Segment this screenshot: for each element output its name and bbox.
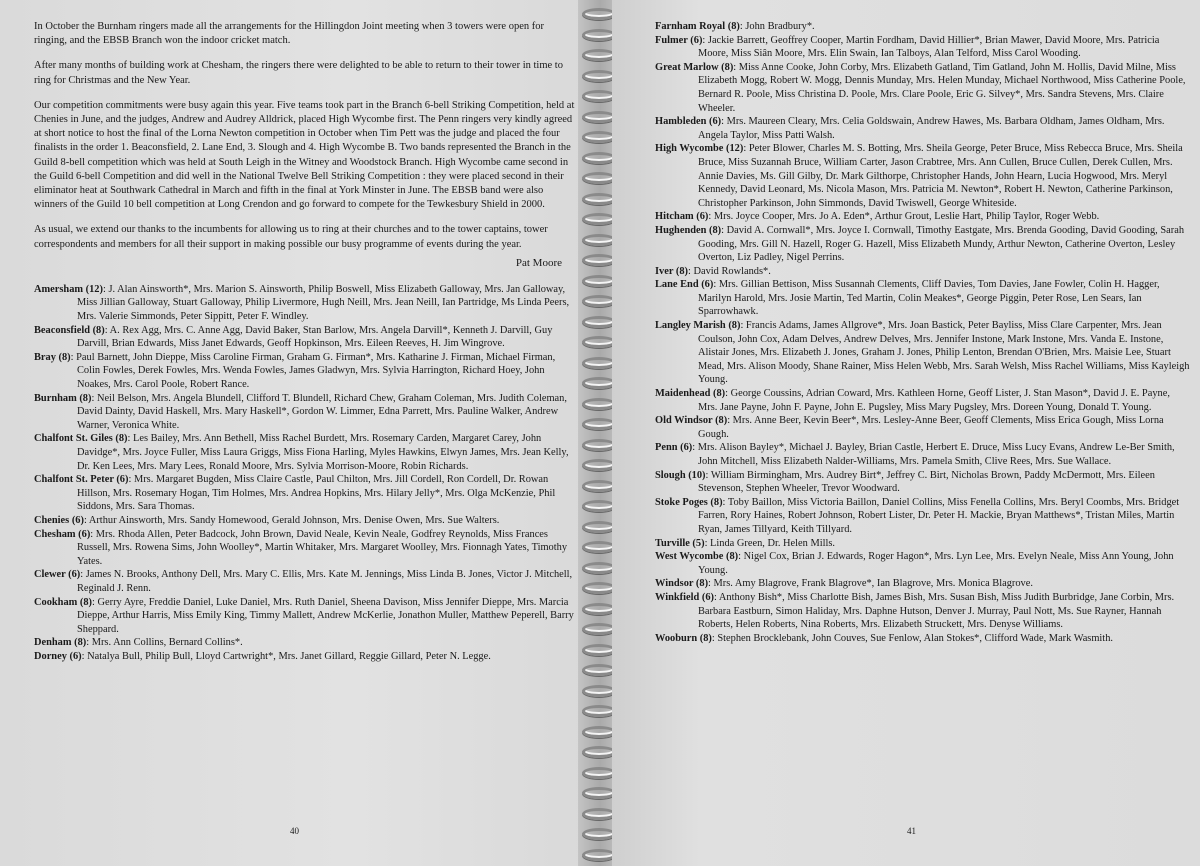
tower-entry: [34, 596, 576, 637]
spiral-coil: [582, 70, 616, 82]
tower-name: Wooburn (8): [655, 632, 712, 644]
spiral-coil: [582, 767, 616, 779]
tower-entry: [655, 469, 1190, 496]
report-paragraph: After many months of building work at Chesham, the ringers there were delighted to be able to return to their tower in time to ring for Christmas and the New Year.: [34, 60, 563, 86]
tower-name: Hitcham (6): [655, 211, 709, 223]
tower-name: Winkfield (6): [655, 591, 714, 603]
spiral-coil: [582, 336, 616, 348]
member-names: : Arthur Ainsworth, Mrs. Sandy Homewood, Gerald Johnson, Mrs. Denise Owen, Mrs. Sue Walters.: [83, 514, 500, 526]
tower-name: Chesham (6): [34, 528, 91, 540]
member-names: : Paul Barnett, John Dieppe, Miss Caroline Firman, Graham G. Firman*, Mrs. Katharine J. Firman, Michael Firman, Colin Fowles, Derek Fowles, Mrs. Wenda Fowles, James Gladwyn, Mrs. Sylvia Harrington, Richard Hoey, John Noakes, Mrs. Carol Poole, Robert Rance.: [70, 351, 556, 390]
tower-entry: [655, 319, 1190, 387]
member-names: : John Bradbury*.: [739, 21, 815, 32]
tower-entry: [34, 432, 576, 473]
spiral-coil: [582, 439, 616, 451]
member-names: : Mrs. Ann Collins, Bernard Collins*.: [86, 637, 243, 649]
tower-name: Maidenhead (8): [655, 388, 726, 400]
spiral-coil: [582, 398, 616, 410]
spiral-coil: [582, 213, 616, 225]
tower-entry: [34, 568, 576, 595]
tower-name: Clewer (6): [34, 569, 81, 581]
member-names: : Jackie Barrett, Geoffrey Cooper, Martin Fordham, David Hillier*, Brian Mawer, David Moore, Mrs. Patricia Moore, Miss Siân Moore, Mrs. Elin Swain, Ian Talboys, Alan Telford, Miss Carol Wooding.: [698, 34, 1160, 60]
tower-entry: [655, 550, 1190, 577]
spiral-coil: [582, 172, 616, 184]
tower-entry: [34, 283, 576, 324]
member-names: : A. Rex Agg, Mrs. C. Anne Agg, David Baker, Stan Barlow, Mrs. Angela Darvill*, Kenneth J. Darvill, Guy Darvill, Brian Edwards, Miss Janet Edwards, Geoff Hopkinson, Mrs. Eileen Reeves, H. Jim Wingrove.: [77, 324, 553, 350]
spiral-coil: [582, 459, 616, 471]
tower-name: Farnham Royal (8): [655, 21, 740, 32]
tower-entry: [34, 528, 576, 569]
spiral-coil: [582, 193, 616, 205]
report-paragraph: Our competition commitments were busy again this year. Five teams took part in the Branch 6-bell Striking Competition, held at Chenies in June, and the judges, Andrew and Audrey Alldrick, placed High Wycombe first. The Penn ringers very kindly agreed at short notice to host the final of the Lorna Newton competition in October when Tim Pett was the judge and placed the four finalists in the order 1. Beaconsfield, 2. Lane End, 3. Slough and 4. High Wycombe B. Two bands represented the Branch in the Guild 8-bell competition which was held at South Leigh in the Witney and Woodstock Branch. High Wycombe came second in the Guild 6-bell Competition and did well in the National Twelve Bell Striking Competition : they were placed second in their eliminator heat at Southwark Cathedral in March and fifth in the final at York Minster in June. The EBSB band were also winners of the Guild 10 bell competition at Long Crendon and go forward to compete for the Tewkesbury Shield in 2000.: [34, 99, 575, 211]
spiral-coil: [582, 418, 616, 430]
spiral-coil: [582, 316, 616, 328]
member-names: : Mrs. Margaret Bugden, Miss Claire Castle, Paul Chilton, Mrs. Jill Cordell, Ron Cordell, Dr. Rowan Hillson, Mrs. Rosemary Hogan, Tim Holmes, Mrs. Andrea Hopkins, Mrs. Hilary Jelly*, Mrs. Olga McKenzie, Phil Siddons, Mrs. Sara Thomas.: [77, 474, 556, 513]
tower-entry: [655, 632, 1190, 646]
tower-entry: [655, 210, 1190, 224]
member-names: : Mrs. Joyce Cooper, Mrs. Jo A. Eden*, Arthur Grout, Leslie Hart, Philip Taylor, Roger Webb.: [708, 211, 1100, 223]
spiral-coil: [582, 90, 616, 102]
spiral-coil: [582, 705, 616, 717]
spiral-coil: [582, 29, 616, 41]
spiral-coil: [582, 808, 616, 820]
tower-entry: [34, 392, 576, 433]
tower-name: Old Windsor (8): [655, 415, 728, 427]
tower-member-list: [34, 283, 576, 664]
spiral-coil: [582, 603, 616, 615]
tower-name: Denham (8): [34, 637, 87, 649]
spiral-coil: [582, 295, 616, 307]
tower-name: Slough (10): [655, 469, 706, 481]
tower-name: West Wycombe (8): [655, 551, 739, 563]
tower-entry: [655, 20, 1190, 34]
spiral-coil: [582, 849, 616, 861]
member-names: : William Birmingham, Mrs. Audrey Birt*, Jeffrey C. Birt, Nicholas Brown, Paddy McDermott, Mrs. Eileen Stevenson, Stephen Wheeler, Trevor Woodward.: [698, 469, 1155, 495]
member-names: : Mrs. Anne Beer, Kevin Beer*, Mrs. Lesley-Anne Beer, Geoff Clements, Miss Erica Gough, Miss Lorna Gough.: [698, 415, 1164, 440]
tower-entry: [34, 351, 576, 392]
page-number: 40: [290, 826, 299, 836]
tower-name: Chalfont St. Giles (8): [34, 433, 128, 445]
member-names: : Mrs. Amy Blagrove, Frank Blagrove*, Ian Blagrove, Mrs. Monica Blagrove.: [708, 578, 1033, 590]
signature: Pat Moore: [515, 256, 562, 269]
member-names: : Nigel Cox, Brian J. Edwards, Roger Hagon*, Mrs. Lyn Lee, Mrs. Evelyn Neale, Miss Ann Young, John Young.: [698, 551, 1174, 576]
member-names: : Mrs. Rhoda Allen, Peter Badcock, John Brown, David Neale, Kevin Neale, Godfrey Reynolds, Miss Frances Russell, Mrs. Rowena Sims, John Woolley*, Martin Whitaker, Mrs. Margaret Woolley, Mrs. Fionnagh Yates, Timothy Yates.: [77, 528, 568, 567]
member-names: : Neil Belson, Mrs. Angela Blundell, Clifford T. Blundell, Richard Chew, Graham Coleman, Mrs. Judith Coleman, David Dainty, David Haskell, Mrs. Mary Haskell*, Gordon W. Limmer, Edna Parrett, Mrs. Pauline Walker, Andrew Warner, Veronica White.: [77, 392, 567, 431]
tower-entry: [34, 514, 576, 528]
tower-entry: [655, 577, 1190, 591]
tower-entry: [34, 636, 576, 650]
tower-entry: [655, 414, 1190, 441]
tower-entry: [655, 142, 1190, 210]
member-names: : Miss Anne Cooke, John Corby, Mrs. Elizabeth Gatland, Tim Gatland, John M. Hollis, David Milne, Miss Elizabeth Mogg, Robert W. Mogg, Dennis Munday, Mrs. Helen Munday, Michael Northwood, Miss Catherine Poole, Bernard R. Poole, Miss Christina D. Poole, Mrs. Clare Poole, Eric G. Silvey*, Mrs. Sandra Stevens, Mrs. Claire Wheeler.: [698, 61, 1186, 114]
tower-name: Stoke Poges (8): [655, 496, 723, 508]
spiral-coil: [582, 480, 616, 492]
page-number: 41: [907, 826, 916, 836]
member-names: : David Rowlands*.: [688, 265, 771, 277]
member-names: : Gerry Ayre, Freddie Daniel, Luke Daniel, Mrs. Ruth Daniel, Sheena Davison, Miss Jennifer Dieppe, Mrs. Marcia Dieppe, Arthur Harris, Miss Emily King, Timmy Mallett, Andrew McKerlie, Jonathon Muller, Matthew Peperell, Barry Sheppard.: [77, 596, 574, 635]
spiral-coil: [582, 746, 616, 758]
member-names: : Stephen Brocklebank, John Couves, Sue Fenlow, Alan Stokes*, Clifford Wade, Mark Wasmith.: [711, 632, 1113, 644]
tower-entry: [655, 224, 1190, 265]
tower-name: Hambleden (6): [655, 116, 722, 128]
spiral-coil: [582, 111, 616, 123]
member-names: : Mrs. Maureen Cleary, Mrs. Celia Goldswain, Andrew Hawes, Ms. Barbara Oldham, James Oldham, Mrs. Angela Taylor, Miss Patti Walsh.: [698, 116, 1165, 141]
tower-name: Hughenden (8): [655, 224, 722, 236]
tower-name: Iver (8): [655, 265, 688, 277]
tower-entry: [655, 387, 1190, 414]
tower-name: Dorney (6): [34, 650, 82, 662]
spiral-coil: [582, 357, 616, 369]
tower-entry: [34, 473, 576, 514]
spiral-coil: [582, 234, 616, 246]
member-names: : Linda Green, Dr. Helen Mills.: [704, 537, 835, 549]
tower-name: Chenies (6): [34, 514, 84, 526]
member-names: : David A. Cornwall*, Mrs. Joyce I. Cornwall, Timothy Eastgate, Mrs. Brenda Gooding, David Gooding, Sarah Gooding, Mrs. Gill N. Hazell, Roger G. Hazell, Miss Elizabeth Mundy, Arthur Newton, Catherine Overton, Lesley Overton, Liz Padley, Nigel Perrins.: [698, 224, 1185, 264]
tower-name: Langley Marish (8): [655, 320, 741, 332]
spiral-coil: [582, 726, 616, 738]
spiral-coil: [582, 787, 616, 799]
tower-name: Beaconsfield (8): [34, 324, 105, 336]
spiral-coil: [582, 541, 616, 553]
spiral-coil: [582, 500, 616, 512]
member-names: : Peter Blower, Charles M. S. Botting, Mrs. Sheila George, Peter Bruce, Miss Rebecca Bruce, Mrs. Sheila Bruce, Miss Suzannah Bruce, William Carter, Jason Crabtree, Mrs. Ann Cullen, Bruce Cullen, Derek Cullen, Mrs. Annie Davies, Ms. Gill Gilby, Dr. Mark Gilthorpe, Christopher Hands, John Hearn, Lucia Hogwood, Mrs. Meryl Kennedy, David Leonard, Ms. Nicola Mason, Mrs. Patricia M. Newton*, Robert H. Newton, Catherine Parkinson, Christopher Parkinson, John Simmonds, David Twiswell, George Whiteside.: [698, 143, 1183, 209]
tower-entry: [655, 265, 1190, 279]
tower-entry: [655, 591, 1190, 632]
tower-entry: [655, 278, 1190, 319]
tower-name: Fulmer (6): [655, 34, 703, 46]
spiral-coil: [582, 623, 616, 635]
tower-name: Turville (5): [655, 537, 705, 549]
tower-name: High Wycombe (12): [655, 143, 744, 155]
tower-entry: [34, 650, 576, 664]
tower-entry: [655, 34, 1190, 61]
tower-entry: [655, 441, 1190, 468]
spiral-coil: [582, 828, 616, 840]
spiral-coil: [582, 131, 616, 143]
tower-name: Burnham (8): [34, 392, 92, 404]
spiral-coil: [582, 8, 616, 20]
member-names: : J. Alan Ainsworth*, Mrs. Marion S. Ainsworth, Philip Boswell, Miss Elizabeth Galloway, Mrs. Jan Galloway, Miss Jillian Galloway, Stuart Galloway, Philip Livermore, Hugh Neill, Mrs. Jean Neill, Ian Partridge, Ms Linda Peers, Mrs. Valerie Simmonds, Peter Sippitt, Peter F. Windley.: [77, 283, 570, 323]
spiral-coil: [582, 664, 616, 676]
tower-entry: [655, 115, 1190, 142]
member-names: : Toby Baillon, Miss Victoria Baillon, Daniel Collins, Miss Fenella Collins, Mrs. Beryl Coombs, Mrs. Bridget Farren, Rory Haines, Robert Johnson, Robert Lister, Dr. Peter H. Mackie, Bryan Matthews*, Tristan Miles, Martin Ryan, James Tillyard, Keith Tillyard.: [698, 496, 1180, 535]
member-names: : Les Bailey, Mrs. Ann Bethell, Miss Rachel Burdett, Mrs. Rosemary Carden, Margaret Carey, John Davidge*, Mrs. Joyce Fuller, Miss Laura Griggs, Miss Fiona Harling, Myles Hawkins, Elwyn James, Mrs. Jean Kelly, Dr. Ken Lees, Mrs. Mary Lees, Ronald Moore, Mrs. Sylvia Morrison-Moore, Robin Richards.: [77, 433, 569, 472]
tower-name: Lane End (6): [655, 279, 714, 291]
report-paragraph: As usual, we extend our thanks to the incumbents for allowing us to ring at their churches and to the tower captains, tower correspondents and members for all their support in making possible our busy programme of events during the year.: [34, 224, 548, 250]
tower-entry: [655, 496, 1190, 537]
spiral-coil: [582, 152, 616, 164]
spiral-coil: [582, 582, 616, 594]
report-paragraph: In October the Burnham ringers made all the arrangements for the Hillingdon Joint meeting when 3 towers were open for ringing, and the EBSB Branch won the indoor cricket match.: [34, 21, 544, 47]
tower-name: Great Marlow (8): [655, 61, 734, 73]
tower-name: Amersham (12): [34, 283, 103, 295]
spiral-coil: [582, 49, 616, 61]
member-names: : James N. Brooks, Anthony Dell, Mrs. Mary C. Ellis, Mrs. Kate M. Jennings, Miss Linda B. Jones, Victor J. Mitchell, Reginald J. Renn.: [77, 569, 573, 594]
member-names: : Mrs. Gillian Bettison, Miss Susannah Clements, Cliff Davies, Tom Davies, Jane Fowler, Colin H. Hagger, Marilyn Harold, Mrs. Josie Martin, Ted Martin, Colin Meakes*, George Piggin, Peter Rose, Len Sears, Ian Sparrowhawk.: [698, 279, 1160, 318]
spiral-coil: [582, 562, 616, 574]
right-page: [612, 0, 1200, 866]
tower-name: Bray (8): [34, 351, 71, 363]
member-names: : Francis Adams, James Allgrove*, Mrs. Joan Bastick, Peter Bayliss, Miss Clare Carpenter, Mrs. Jean Coulson, John Cox, Adam Delves, Andrew Delves, Mrs. Jennifer Instone, Mark Instone, Mrs. Vanda E. Instone, Alistair Jones, Mrs. Elizabeth J. Jones, Graham J. Jones, Philip Lenton, Brendan O'Brien, Mrs. Maisie Lee, Stuart Mead, Mrs. Alison Moody, Shane Rainer, Miss Helen Webb, Mrs. Sarah Welsh, Miss Rachel Williams, Miss Kayleigh Young.: [698, 320, 1190, 386]
member-names: : Natalya Bull, Philip Bull, Lloyd Cartwright*, Mrs. Janet Gillard, Reggie Gillard, Peter N. Legge.: [81, 650, 491, 662]
spiral-coil: [582, 521, 616, 533]
tower-entry: [655, 61, 1190, 115]
tower-entry: [655, 537, 1190, 551]
tower-name: Windsor (8): [655, 578, 709, 590]
tower-entry: [34, 324, 576, 351]
member-names: : George Coussins, Adrian Coward, Mrs. Kathleen Horne, Geoff Lister, J. Stan Mason*, David J. E. Payne, Mrs. Jane Payne, John F. Payne, John E. Pugsley, Miss Mary Pugsley, Mrs. Doreen Young, Donald T. Young.: [698, 388, 1170, 413]
member-names: : Mrs. Alison Bayley*, Michael J. Bayley, Brian Castle, Herbert E. Druce, Miss Lucy Evans, Andrew Le-Ber Smith, John Mitchell, Miss Elizabeth Nalder-Williams, Mrs. Pamela Smith, Clive Rees, Mrs. Sue Wallace.: [692, 442, 1175, 467]
spiral-coil: [582, 685, 616, 697]
spiral-coil: [582, 275, 616, 287]
tower-name: Chalfont St. Peter (6): [34, 474, 129, 486]
spiral-coil: [582, 644, 616, 656]
tower-name: Cookham (8): [34, 596, 93, 608]
spiral-coil: [582, 377, 616, 389]
left-page: [0, 0, 588, 866]
tower-name: Penn (6): [655, 442, 693, 454]
tower-member-list: [655, 20, 1190, 645]
spiral-coil: [582, 254, 616, 266]
member-names: : Anthony Bish*, Miss Charlotte Bish, James Bish, Mrs. Susan Bish, Miss Judith Burbridge, Jane Corbin, Mrs. Barbara Eastburn, Simon Haliday, Mrs. Daphne Hutson, Denver J. Murray, Paul Nott, Ms. Sue Rayner, Hannah Roberts, Helen Roberts, Nina Roberts, Mrs. Elizabeth Struckett, Mrs. Denyse Williams.: [698, 591, 1175, 631]
